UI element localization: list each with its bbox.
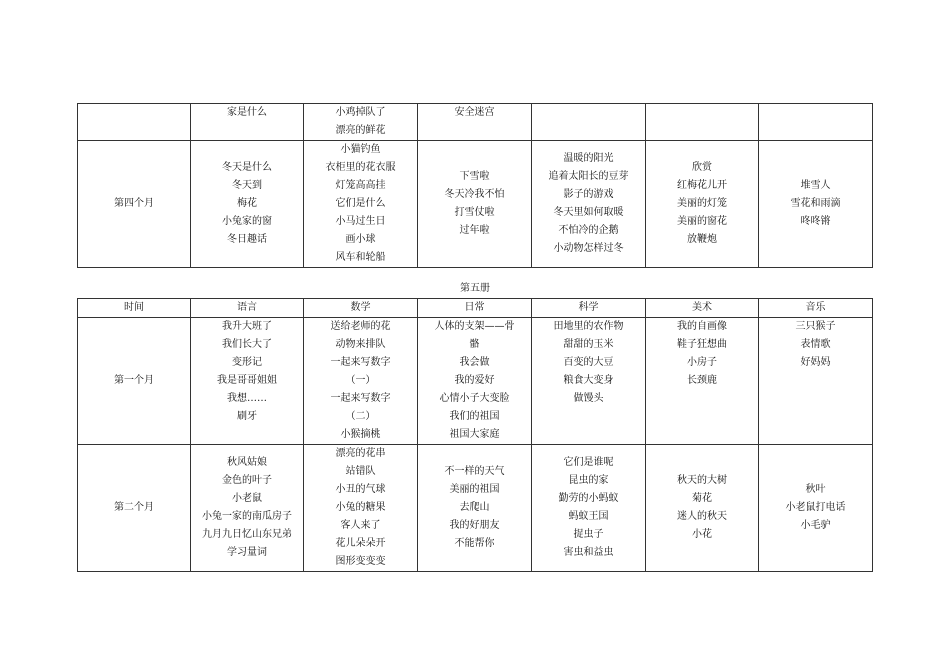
table-row bbox=[78, 141, 873, 268]
topic-item: 小兔的糖果 bbox=[335, 502, 386, 513]
volume-title: 第五册 bbox=[460, 283, 490, 294]
topic-item: 我的好朋友 bbox=[449, 520, 500, 531]
topic-item: 长颈鹿 bbox=[687, 375, 717, 386]
topic-item: 家是什么 bbox=[227, 107, 267, 118]
topic-item: 甜甜的玉米 bbox=[563, 339, 614, 350]
topic-item: 不能帮你 bbox=[454, 538, 495, 549]
topic-item: 不怕冷的企鹅 bbox=[558, 225, 619, 236]
topic-item: 温暖的阳光 bbox=[563, 153, 614, 164]
column-header: 音乐 bbox=[759, 299, 873, 318]
topic-item: 变形记 bbox=[232, 357, 262, 368]
topic-item: 灯笼高高挂 bbox=[335, 180, 386, 191]
topic-cell bbox=[418, 104, 532, 141]
topic-item: 打雪仗啦 bbox=[454, 207, 495, 218]
topic-item: 表情歌 bbox=[800, 339, 831, 350]
topic-item: 金色的叶子 bbox=[222, 475, 272, 486]
topic-item: 三只猴子 bbox=[795, 321, 836, 332]
topic-item: 小马过生日 bbox=[335, 216, 386, 227]
topic-cell bbox=[191, 318, 304, 445]
topic-item: 小老鼠打电话 bbox=[785, 502, 846, 513]
topic-item: 衣柜里的花衣服 bbox=[325, 162, 396, 173]
topic-item: 百变的大豆 bbox=[563, 357, 614, 368]
topic-item: 小花 bbox=[692, 529, 712, 540]
topic-item: 小毛驴 bbox=[800, 520, 831, 531]
topic-item: 我的自画像 bbox=[677, 321, 727, 332]
month-cell: 第一个月 bbox=[78, 318, 191, 445]
topic-cell bbox=[418, 141, 532, 268]
month-cell: 第二个月 bbox=[78, 445, 191, 572]
table-row bbox=[78, 104, 873, 141]
topic-item: 菊花 bbox=[692, 493, 712, 504]
schedule-table-previous bbox=[77, 103, 873, 268]
topic-cell bbox=[646, 445, 759, 572]
header-row bbox=[78, 299, 873, 318]
topic-item: 九月九日忆山东兄弟 bbox=[202, 529, 292, 540]
topic-cell bbox=[191, 104, 304, 141]
topic-item: 图形变变变 bbox=[335, 556, 386, 567]
topic-item: 人体的支架——骨 bbox=[434, 321, 515, 332]
topic-item: 好妈妈 bbox=[800, 357, 831, 368]
topic-item: 放鞭炮 bbox=[687, 234, 717, 245]
column-header: 科学 bbox=[532, 299, 646, 318]
topic-item: 它们是谁呢 bbox=[563, 457, 614, 468]
topic-cell bbox=[646, 318, 759, 445]
topic-item: 学习量词 bbox=[227, 547, 267, 558]
topic-item: 冬天到 bbox=[232, 180, 262, 191]
topic-item: 堆雪人 bbox=[800, 180, 831, 191]
column-header: 日常 bbox=[418, 299, 532, 318]
topic-item: 我升大班了 bbox=[222, 321, 272, 332]
column-header: 时间 bbox=[78, 299, 191, 318]
topic-item: 蚂蚁王国 bbox=[568, 511, 609, 522]
topic-item: （二） bbox=[345, 411, 376, 422]
topic-item: 梅花 bbox=[237, 198, 257, 209]
topic-item: 美丽的祖国 bbox=[449, 484, 500, 495]
topic-item: 做馒头 bbox=[573, 393, 604, 404]
topic-item: 小老鼠 bbox=[232, 493, 262, 504]
topic-item: 小兔家的窗 bbox=[222, 216, 272, 227]
topic-item: 影子的游戏 bbox=[563, 189, 614, 200]
topic-item: 我们长大了 bbox=[222, 339, 272, 350]
topic-item: 秋叶 bbox=[805, 484, 826, 495]
topic-item: 小兔一家的南瓜房子 bbox=[202, 511, 292, 522]
topic-cell bbox=[532, 104, 646, 141]
topic-item: 追着太阳长的豆芽 bbox=[548, 171, 629, 182]
topic-item: 鞋子狂想曲 bbox=[677, 339, 727, 350]
topic-cell bbox=[191, 141, 304, 268]
topic-item: 动物来排队 bbox=[335, 339, 386, 350]
topic-item: 安全迷宫 bbox=[454, 107, 495, 118]
topic-item: 害虫和益虫 bbox=[563, 547, 614, 558]
topic-item: 心情小子大变脸 bbox=[439, 393, 510, 404]
topic-item: 小鸡掉队了 bbox=[335, 107, 386, 118]
topic-item: 秋风姑娘 bbox=[227, 457, 267, 468]
month-cell: 第四个月 bbox=[78, 141, 191, 268]
topic-item: 漂亮的花串 bbox=[335, 448, 386, 459]
topic-item: 一起来写数字 bbox=[330, 357, 391, 368]
topic-cell bbox=[304, 141, 418, 268]
topic-item: 勤劳的小蚂蚁 bbox=[558, 493, 619, 504]
topic-cell bbox=[759, 141, 873, 268]
topic-cell bbox=[418, 445, 532, 572]
topic-item: 田地里的农作物 bbox=[553, 321, 624, 332]
topic-cell bbox=[759, 445, 873, 572]
topic-item: 粮食大变身 bbox=[563, 375, 614, 386]
topic-item: 花儿朵朵开 bbox=[335, 538, 386, 549]
topic-item: 冬天冷我不怕 bbox=[444, 189, 505, 200]
topic-item: 不一样的天气 bbox=[444, 466, 505, 477]
topic-item: 它们是什么 bbox=[335, 198, 386, 209]
topic-item: 下雪啦 bbox=[459, 171, 490, 182]
topic-item: 我的爱好 bbox=[454, 375, 495, 386]
topic-item: 送给老师的花 bbox=[330, 321, 391, 332]
topic-cell bbox=[532, 445, 646, 572]
topic-cell bbox=[532, 141, 646, 268]
topic-item: 我们的祖国 bbox=[449, 411, 500, 422]
table-row bbox=[78, 445, 873, 572]
topic-cell bbox=[304, 318, 418, 445]
topic-item: 去爬山 bbox=[459, 502, 490, 513]
topic-item: 冬日趣话 bbox=[227, 234, 267, 245]
column-header: 数学 bbox=[304, 299, 418, 318]
topic-item: 冬天里如何取暖 bbox=[553, 207, 624, 218]
topic-cell bbox=[304, 445, 418, 572]
topic-item: 画小球 bbox=[345, 234, 376, 245]
table-row bbox=[78, 318, 873, 445]
topic-cell bbox=[646, 141, 759, 268]
topic-item: 我是哥哥姐姐 bbox=[217, 375, 277, 386]
column-header: 语言 bbox=[191, 299, 304, 318]
topic-cell bbox=[191, 445, 304, 572]
topic-item: 小房子 bbox=[687, 357, 717, 368]
topic-cell bbox=[532, 318, 646, 445]
month-cell bbox=[78, 104, 191, 141]
topic-item: 美丽的窗花 bbox=[677, 216, 727, 227]
topic-item: 美丽的灯笼 bbox=[677, 198, 727, 209]
topic-item: 过年啦 bbox=[459, 225, 490, 236]
topic-item: 秋天的大树 bbox=[677, 475, 727, 486]
topic-item: 我会做 bbox=[459, 357, 490, 368]
topic-cell bbox=[646, 104, 759, 141]
topic-item: 冬天是什么 bbox=[222, 162, 272, 173]
topic-item: 捉虫子 bbox=[573, 529, 604, 540]
topic-item: 风车和轮船 bbox=[335, 252, 386, 263]
topic-item: 小猴摘桃 bbox=[340, 429, 381, 440]
topic-item: 刷牙 bbox=[237, 411, 257, 422]
topic-cell bbox=[418, 318, 532, 445]
topic-item: 雪花和雨滴 bbox=[790, 198, 841, 209]
column-header: 美术 bbox=[646, 299, 759, 318]
topic-cell bbox=[759, 318, 873, 445]
topic-cell bbox=[759, 104, 873, 141]
topic-item: 骼 bbox=[469, 339, 480, 350]
topic-cell bbox=[304, 104, 418, 141]
schedule-table-volume-5 bbox=[77, 298, 873, 572]
topic-item: 红梅花儿开 bbox=[677, 180, 727, 191]
topic-item: 客人来了 bbox=[340, 520, 381, 531]
topic-item: 一起来写数字 bbox=[330, 393, 391, 404]
topic-item: 昆虫的家 bbox=[568, 475, 609, 486]
topic-item: 小丑的气球 bbox=[335, 484, 386, 495]
topic-item: 漂亮的鲜花 bbox=[335, 125, 386, 136]
topic-item: 站错队 bbox=[345, 466, 376, 477]
topic-item: 祖国大家庭 bbox=[449, 429, 500, 440]
topic-item: 小动物怎样过冬 bbox=[553, 243, 624, 254]
topic-item: 小猫钓鱼 bbox=[340, 144, 381, 155]
topic-item: 我想…… bbox=[227, 393, 267, 404]
topic-item: （一） bbox=[345, 375, 376, 386]
topic-item: 咚咚锵 bbox=[800, 216, 831, 227]
topic-item: 欣赏 bbox=[692, 162, 712, 173]
topic-item: 迷人的秋天 bbox=[677, 511, 727, 522]
